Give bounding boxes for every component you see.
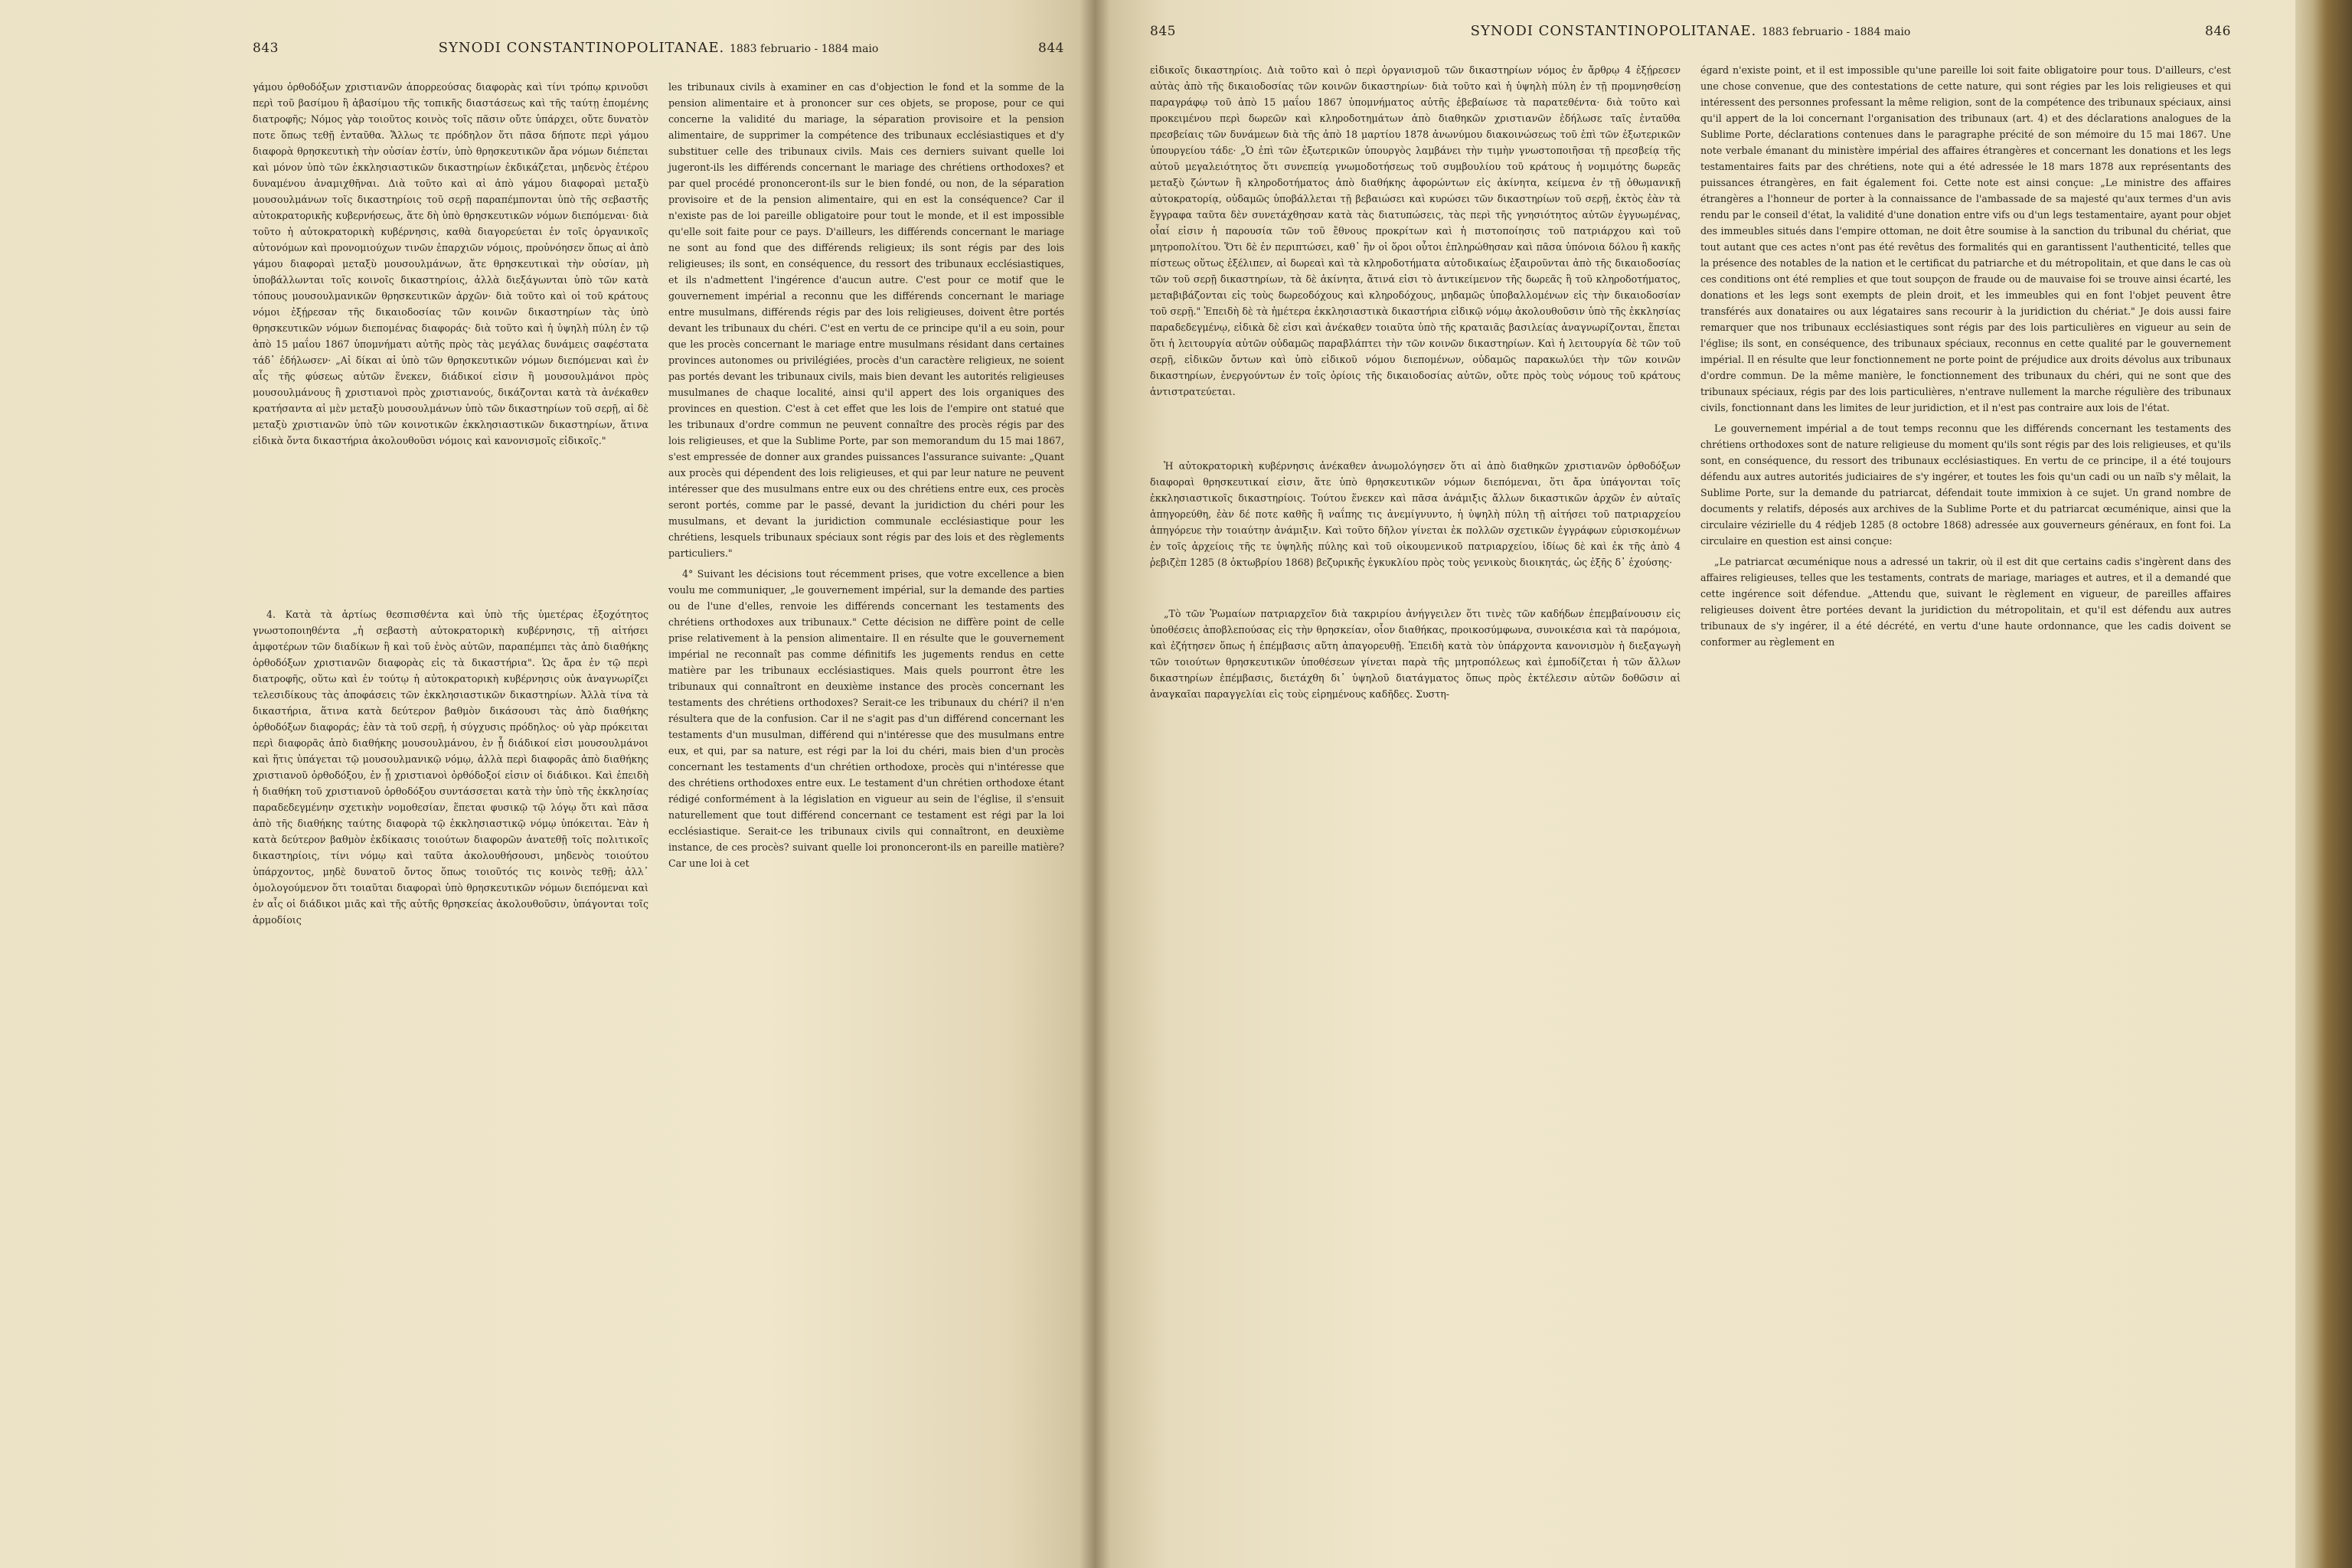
greek-column xyxy=(1150,62,1681,707)
french-column xyxy=(1700,62,2231,707)
page-number: 843 xyxy=(253,41,279,56)
page-number: 846 xyxy=(2205,24,2231,39)
greek-paragraph: „Τὸ τῶν Ῥωμαίων πατριαρχεῖον διὰ τακριρίου ἀνήγγειλεν ὅτι τινὲς τῶν καδήδων ἐπεμβαίνουσιν εἰς ὑποθέσεις ἀποβλεπούσας εἰς τὴν θρησκείαν, οἷον διαθήκας, προικοσύμφωνα, συνοικέσια καὶ τὰ παρόμοια, καὶ ἐζήτησεν ὅπως ἡ ἐπέμβασις αὕτη ἀπαγορευθῇ. Ἐπειδὴ κατὰ τὸν ὑπάρχοντα κανονισμὸν ἡ διεξαγωγὴ τῶν τοιούτων θρησκευτικῶν ὑποθέσεων γίνεται παρὰ τῆς μητροπόλεως καὶ ἐμποδίζεται ἡ τῶν ἄλλων δικαστηρίων ἐπέμβασις, διετάχθη δι᾽ ὑψηλοῦ διατάγματος ὅπως πρὸς ἐκτέλεσιν αὐτῶν δοθῶσιν αἱ ἀναγκαῖαι παραγγελίαι εἰς τοὺς εἰρημένους καδῆδες. Συστη- xyxy=(1150,608,1681,700)
running-title-dates: 1883 februario - 1884 maio xyxy=(729,43,879,55)
greek-paragraph: εἰδικοῖς δικαστηρίοις. Διὰ τοῦτο καὶ ὁ περὶ ὀργανισμοῦ τῶν δικαστηρίων νόμος ἐν ἄρθρῳ 4 ἐξῄρεσεν αὐτὰς ἀπὸ τῆς δικαιοδοσίας τῶν κοινῶν δικαστηρίων· διὰ τοῦτο καὶ ἡ ὑψηλὴ πύλη ἐν τῇ προμνησθείσῃ παραγράφῳ τοῦ ἀπὸ 15 μαΐου 1867 ὑπομνήματος αὐτῆς ἐβεβαίωσε τὰ παρατεθέντα· διὰ τοῦτο καὶ προκειμένου περὶ δωρεῶν καὶ κληροδοτημάτων ἀπὸ διαθηκῶν χριστιανῶν ἐδήλωσε ταῖς ἐνταῦθα πρεσβείαις τῶν δυνάμεων διὰ τῆς ἀπὸ 18 μαρτίου 1878 ἀνωνύμου διακοινώσεως τοῦ ἐπὶ τῶν ἐξωτερικῶν ὑπουργείου τάδε· „Ὁ ἐπὶ τῶν ἐξωτερικῶν ὑπουργὸς λαμβάνει τὴν τιμὴν γνωστοποιῆσαι τῇ πρεσβείᾳ τῆς αὐτοῦ μεγαλειότητος ὅτι συνεπείᾳ γνωμοδοτήσεως τοῦ συμβουλίου τοῦ κράτους ἡ νομιμότης δωρεᾶς μεταξὺ ζώντων ἢ κληροδοτήματος ἀπὸ διαθήκης ἀφορώντων εἰς ἀκίνητα, κείμενα ἐν τῇ ὀθωμανικῇ αὐτοκρατορίᾳ, οὐδαμῶς ὑποβάλλεται τῇ βεβαιώσει καὶ κυρώσει τῶν δικαστηρίων τοῦ σερῇ, ἐκτὸς ἐὰν τὰ ἔγγραφα ταῦτα δὲν συνετάχθησαν κατὰ τὰς διατυπώσεις, τὰς περὶ τῆς γνησιότητος αὐτῶν ἐγγυωμένας, οἷαί εἰσιν ἡ παρουσία τῶν τοῦ ἔθνους προκρίτων καὶ ἡ πιστοποίησις τοῦ πατριάρχου καὶ τοῦ μητροπολίτου. Ὅτι δὲ ἐν περιπτώσει, καθ᾽ ἣν οἱ ὅροι οὗτοι ἐπληρώθησαν καὶ πᾶσα ὑπόνοια δόλου ἢ κακῆς πίστεως οὕτως ἐξέλιπεν, αἱ δωρεαὶ καὶ τὰ κληροδοτήματα αὐτοδικαίως ἐξαιροῦνται ἀπὸ τῆς δικαιοδοσίας τῶν τοῦ σερῇ δικαστηρίων, τὰ δὲ ἀκίνητα, ἅτινά εἰσι τὸ ἀντικείμενον τῆς δωρεᾶς ἢ τοῦ κληροδοτήματος, μεταβιβάζονται εἰς τοὺς δωρεοδόχους καὶ κληροδόχους, μηδαμῶς ὑποβαλλομένων εἰς τὴν δικαιοδοσίαν τοῦ σερῇ." Ἐπειδὴ δὲ τὰ ἡμέτερα ἐκκλησιαστικὰ δικαστήρια εἰδικῷ νόμῳ ἀκολουθοῦσιν ὑπὸ τῆς ἐκκλησίας παραδεδεγμένῳ, εἰδικὰ δὲ εἰσι καὶ ἀνέκαθεν τοιαῦτα ὑπὸ τῆς κραταιᾶς βασιλείας ἀναγνωρίζονται, ἕπεται ὅτι ἡ λειτουργία αὐτῶν οὐδαμῶς παραβλάπτει τὴν τῶν κοινῶν δικαστηρίων. Καὶ ἡ λειτουργία δὲ τῶν τοῦ σερῇ, εἰδικῶν ὄντων καὶ ὑπὸ εἰδικοῦ νόμου διεπομένων, οὐδαμῶς παρακωλύει τὴν τῶν κοινῶν δικαστηρίων, ἐνεργούντων ἐν τοῖς ὁρίοις τῆς δικαιοδοσίας αὐτῶν, οὔτε πρὸς τοὺς νόμους τοῦ κράτους ἀντιστρατεύεται. xyxy=(1150,64,1681,397)
french-paragraph: 4° Suivant les décisions tout récemment prises, que votre excellence a bien voulu me communiquer, „le gouvernement impérial, sur la demande des parties ou de l'une d'elles, renvoie les différends concernant les testaments des chrétiens orthodoxes aux tribunaux." Cette décision ne diffère point de celle prise relativement à la pension alimentaire. Il en résulte que le gouvernement impérial ne reconnaît pas comme définitifs les jugements rendus en cette matière par les tribunaux ecclésiastiques. Mais quels pourront être les tribunaux qui connaîtront en deuxième instance des procès concernant les testaments des chrétiens orthodoxes? Serait-ce les tribunaux du chéri? il n'en résultera que de la confusion. Car il ne s'agit pas d'un différend concernant les testaments d'un musulman, différend qui n'intéresse que des musulmans entre eux, et qui, par sa nature, est régi par la loi du chéri, mais bien d'un procès concernant les testaments d'un chrétien orthodoxe, procès qui n'intéresse que des chrétiens orthodoxes entre eux. Le testament d'un chrétien orthodoxe étant rédigé conformément à la législation en vigueur au sein de l'église, il s'ensuit naturellement que tout différend concernant ce testament est régi par la loi ecclésiastique. Serait-ce les tribunaux civils qui connaîtront, en deuxième instance, de ces procès? suivant quelle loi prononceront-ils en pareille matière? Car une loi à cet xyxy=(668,568,1064,869)
running-title-dates: 1883 februario - 1884 maio xyxy=(1761,26,1911,38)
french-paragraph: égard n'existe point, et il est impossible qu'une pareille loi soit faite obligatoire pour tous. D'ailleurs, c'est une chose convenue, que des contestations de cette nature, qui sont régies par les lois religieuses et qui intéressent des personnes professant la même religion, sont de la compétence des tribunaux spéciaux, ainsi qu'il appert de la loi concernant l'organisation des tribunaux (art. 4) et des déclarations analogues de la Sublime Porte, déclarations contenues dans le paragraphe précité de son mémoire du 15 mai 1867. Une note verbale émanant du ministère impérial des affaires étrangères et concernant les donations et les legs testamentaires faits par des chrétiens, note qui a été adressée le 18 mars 1878 aux représentants des puissances étrangères, en fait également foi. Cette note est ainsi conçue: „Le ministre des affaires étrangères a l'honneur de porter à la connaissance de l'ambassade de sa majesté qu'aux termes d'un avis rendu par le conseil d'état, la validité d'une donation entre vifs ou d'un legs testamentaire, ayant pour objet des immeubles situés dans l'empire ottoman, ne doit être soumise à la sanction du tribunal du chériat, que tout autant que ces actes n'ont pas été revêtus des formalités qui en garantissent l'authenticité, telles que la présence des notables de la nation et le certificat du patriarche et du métropolitain, et que dans le cas où ces conditions ont été remplies et que tout soupçon de fraude ou de mauvaise foi se trouve ainsi écarté, les donations et les legs sont exempts de plein droit, et les immeubles qui en font l'objet peuvent être transférés aux donataires ou aux légataires sans recourir à la juridiction du chériat." Je dois aussi faire remarquer que nos tribunaux ecclésiastiques sont régis par des lois particulières en vigueur au sein de l'église; ils sont, en conséquence, des tribunaux spéciaux, reconnus en cette qualité par le gouvernement impérial. Il en résulte que leur fonctionnement ne porte point de préjudice aux droits dévolus aux tribunaux d'ordre commun. De la même manière, le fonctionnement des tribunaux du chéri, qui ne sont que des tribunaux spéciaux, régis par des lois particulières, n'entrave nullement la marche régulière des tribunaux civils, fonctionnant dans les limites de leur juridiction, et il n'est pas contraire aux lois de l'état. xyxy=(1700,64,2231,413)
column-gap xyxy=(1150,575,1681,606)
greek-paragraph: Ἡ αὐτοκρατορικὴ κυβέρνησις ἀνέκαθεν ἀνωμολόγησεν ὅτι αἱ ἀπὸ διαθηκῶν χριστιανῶν ὀρθοδόξων διαφοραὶ θρησκευτικαί εἰσιν, ἅτε ὑπὸ θρησκευτικῶν νόμων διεπόμεναι, ὅτι ἄρα ὑπάγονται τοῖς ἐκκλησιαστικοῖς δικαστηρίοις. Τούτου ἕνεκεν καὶ πᾶσα ἀνάμιξις ἄλλων δικαστικῶν ἀρχῶν ἐν αὐταῖς ἀπηγορεύθη, ἐὰν δέ ποτε καθῆς ἢ ναΐπης τις ἀνεμίγνυντο, ἡ ὑψηλὴ πύλη τῇ αἰτήσει τοῦ πατριαρχείου ἀπηγόρευε τὴν τοιαύτην ἀνάμιξιν. Καὶ τοῦτο δῆλον γίνεται ἐκ πολλῶν σχετικῶν ἐγγράφων εὑρισκομένων ἐν τοῖς ἀρχείοις τῆς τε ὑψηλῆς πύλης καὶ τοῦ οἰκουμενικοῦ πατριαρχείου, ἰδίως δὲ καὶ ἐκ τῆς ἀπὸ 4 ῥεβιζὲπ 1285 (8 ὀκτωβρίου 1868) βεζυρικῆς ἐγκυκλίου πρὸς τοὺς γενικοὺς διοικητάς, ὡς ἑξῆς δ᾽ ἐχούσης· xyxy=(1150,460,1681,568)
greek-paragraph: 4. Κατὰ τὰ ἀρτίως θεσπισθέντα καὶ ὑπὸ τῆς ὑμετέρας ἐξοχότητος γνωστοποιηθέντα „ἡ σεβαστὴ αὐτοκρατορικὴ κυβέρνησις, τῇ αἰτήσει ἀμφοτέρων τῶν διαδίκων ἢ καὶ τοῦ ἑνὸς αὐτῶν, παραπέμπει τὰς ἀπὸ διαθήκης ὀρθοδόξων χριστιανῶν διαφορὰς εἰς τὰ δικαστήρια". Ὡς ἄρα ἐν τῷ περὶ διατροφῆς, οὕτω καὶ ἐν τούτῳ ἡ αὐτοκρατορικὴ κυβέρνησις οὐκ ἀναγνωρίζει τελεσιδίκους τὰς ἀποφάσεις τῶν ἐκκλησιαστικῶν δικαστηρίων. Ἀλλὰ τίνα τὰ δικαστήρια, ἅτινα κατὰ δεύτερον βαθμὸν δικάσουσι τὰς ἀπὸ διαθήκης ὀρθοδόξων διαφοράς; ἐὰν τὰ τοῦ σερῇ, ἡ σύγχυσις πρόδηλος· οὐ γὰρ πρόκειται περὶ διαφορᾶς ἀπὸ διαθήκης μουσουλμάνου, ἐν ᾗ διάδικοί εἰσι μουσουλμάνοι καὶ ἥτις ὑπάγεται τῷ μουσουλμανικῷ νόμῳ, ἀλλὰ περὶ διαφορᾶς ἀπὸ διαθήκης χριστιανοῦ ὀρθοδόξου, ἐν ᾗ χριστιανοὶ ὀρθόδοξοί εἰσιν οἱ διάδικοι. Καὶ ἐπειδὴ ἡ διαθήκη τοῦ χριστιανοῦ ὀρθοδόξου συντάσσεται κατὰ τὴν ὑπὸ τῆς ἐκκλησίας παραδεδεγμένην σχετικὴν νομοθεσίαν, ἕπεται φυσικῷ τῷ λόγῳ ὅτι καὶ πᾶσα ἀπὸ τῆς διαθήκης ταύτης διαφορὰ τῷ ἐκκλησιαστικῷ νόμῳ ὑπόκειται. Ἐὰν ἡ κατὰ δεύτερον βαθμὸν ἐκδίκασις τοιούτων διαφορῶν ἀνατεθῇ τοῖς πολιτικοῖς δικαστηρίοις, τίνι νόμῳ καὶ ταῦτα ἀκολουθήσουσι, μηδενὸς τοιούτου ὑπάρχοντος, μηδὲ δυνατοῦ ὄντος ὅπως τοιοῦτός τις κοινὸς τεθῇ; ἀλλ᾽ ὁμολογούμενον ὅτι τοιαῦται διαφοραὶ ὑπὸ θρησκευτικῶν νόμων διεπόμεναι καὶ ἐν αἷς οἱ διάδικοι μιᾶς καὶ τῆς αὐτῆς θρησκείας ἀκολουθοῦσιν, ὑπάγονται τοῖς ἁρμοδίοις xyxy=(253,609,648,926)
running-title xyxy=(439,40,879,56)
french-paragraph: Le gouvernement impérial a de tout temps reconnu que les différends concernant les testaments des chrétiens orthodoxes sont de nature religieuse du moment qu'ils sont régis par des lois religieuses, et qu'ils sont, en conséquence, du ressort des tribunaux ecclésiastiques. En vertu de ce principe, il a été toujours défendu aux autres autorités judiciaires de s'y ingérer, et toutes les fois qu'un cadi ou un naïb s'y mêlait, la Sublime Porte, sur la demande du patriarcat, défendait toute immixion à ce sujet. Un grand nombre de documents y relatifs, déposés aux archives de la Sublime Porte et du patriarcat œcuménique, ainsi que la circulaire vézirielle du 4 rédjeb 1285 (8 octobre 1868) adressée aux gouverneurs généraux, en font foi. La circulaire en question est ainsi conçue: xyxy=(1700,423,2231,547)
page-header xyxy=(253,40,1064,56)
running-title-text: SYNODI CONSTANTINOPOLITANAE. xyxy=(1470,23,1757,39)
right-page xyxy=(1095,0,2321,1568)
text-columns xyxy=(1150,62,2231,707)
column-gap xyxy=(1150,404,1681,458)
french-paragraph: „Le patriarcat œcuménique nous a adressé un takrir, où il est dit que certains cadis s'ingèrent dans des affaires religieuses, telles que les testaments, contrats de mariage, mariages et autres, et il a demandé que cette ingérence soit défendue. „Attendu que, suivant le règlement en vigueur, de pareilles affaires religieuses doivent être portées devant la juridiction du métropolitain, et qu'il est défendu aux autres tribunaux de s'y ingérer, il a été décrété, en vertu d'une haute ordonnance, que les cadis doivent se conformer au règlement en xyxy=(1700,556,2231,648)
running-title-text: SYNODI CONSTANTINOPOLITANAE. xyxy=(438,40,725,56)
french-paragraph: les tribunaux civils à examiner en cas d'objection le fond et la somme de la pension alimentaire et à prononcer sur ces objets, se propose, pour ce qui concerne la validité du mariage, la séparation provisoire et la pension alimentaire, de supprimer la compétence des tribunaux ecclésiastiques et d'y substituer celle des tribunaux civils. Mais ces derniers suivant quelle loi jugeront-ils les différends concernant le mariage des chrétiens orthodoxes? et par quel procédé prononceront-ils sur le bien fondé, ou non, de la séparation provisoire et de la pension alimentaire, qui en est la conséquence? Car il n'existe pas de loi pareille obligatoire pour tout le monde, et il est impossible qu'elle soit faite pour ce pays. D'ailleurs, les différends concernant le mariage ne sont au fond que des différends religieux; ils sont régis par des lois religieuses; ils sont, en conséquence, du ressort des tribunaux ecclésiastiques, et ils n'admettent l'ingérence d'aucun autre. C'est pour ce motif que le gouvernement impérial a reconnu que les différends concernant le mariage entre musulmans, différends régis par des lois religieuses, doivent être portés devant les tribunaux du chéri. C'est en vertu de ce principe qu'il a eu soin, pour que les procès concernant le mariage entre musulmans résidant dans certaines provinces autonomes ou privilégiées, procès d'un caractère religieux, ne soient pas portés devant les tribunaux civils, mais bien devant les autorités religieuses musulmanes de chaque localité, ainsi qu'il appert des lois organiques des provinces en question. C'est à cet effet que les lois de l'empire ont statué que les tribunaux d'ordre commun ne peuvent connaître des procès régis par des lois religieuses, et que la Sublime Porte, par son memorandum du 15 mai 1867, s'est empressée de donner aux grandes puissances l'assurance suivante: „Quant aux procès qui dépendent des lois religieuses, et qui par leur nature ne peuvent intéresser que des musulmans entre eux ou des chrétiens entre eux, ces procès seront portés, comme par le passé, devant la juridiction du chéri pour les musulmans, et devant la juridiction communale ecclésiastique pour les chrétiens, lesquels tribunaux spéciaux sont régis par des lois et des règlements particuliers." xyxy=(668,81,1064,559)
book-right-edge xyxy=(2295,0,2352,1568)
text-columns xyxy=(253,79,1064,933)
page-header xyxy=(1150,23,2231,39)
page-number: 844 xyxy=(1038,41,1064,56)
french-column xyxy=(668,79,1064,933)
column-gap xyxy=(253,453,648,606)
running-title xyxy=(1471,23,1911,39)
left-page xyxy=(0,0,1095,1568)
greek-paragraph: γάμου ὀρθοδόξων χριστιανῶν ἀπορρεούσας διαφορὰς καὶ τίνι τρόπῳ κρινοῦσι περὶ τοῦ βασίμου ἢ ἀβασίμου τῆς τοπικῆς διαστάσεως καὶ τῆς ταύτῃ ἑπομένης διατροφῆς; Νόμος γὰρ τοιοῦτος κοινὸς τοῖς πᾶσιν οὔτε ὑπάρχει, οὔτε δυνατὸν ποτε ὅπως τεθῇ ἐνταῦθα. Ἄλλως τε πρόδηλον ὅτι πᾶσα δήποτε περὶ γάμου διαφορὰ θρησκευτικὴ τὴν οὐσίαν ἐστίν, ὑπὸ θρησκευτικῶν ἄρα νόμων διέπεται καὶ μόνον ὑπὸ τῶν ἐκκλησιαστικῶν δικαστηρίων ἐκδικάζεται, μηδενὸς ἑτέρου δυναμένου ἀναμιχθῆναι. Διὰ τοῦτο καὶ αἱ ἀπὸ γάμου διαφοραὶ μεταξὺ μουσουλμάνων τοῖς δικαστηρίοις τοῦ σερῇ παραπέμπονται ὑπὸ τῆς σεβαστῆς αὐτοκρατορικῆς κυβερνήσεως, ἅτε δὴ ὑπὸ θρησκευτικῶν νόμων διεπόμεναι· διὰ τοῦτο ἡ αὐτοκρατορικὴ κυβέρνησις, καθὰ διαγορεύεται ἐν τοῖς ὀργανικοῖς αὐτονόμων καὶ προνομιούχων τινῶν ἐπαρχιῶν νόμοις, προὐνόησεν ὅπως αἱ ἀπὸ γάμου διαφοραὶ μεταξὺ μουσουλμάνων, ἅτε θρησκευτικαὶ τὴν οὐσίαν, μὴ ὑποβάλλωνται τοῖς κοινοῖς δικαστηρίοις, ἀλλὰ διεξάγωνται ὑπὸ τῶν κατὰ τόπους μουσουλμανικῶν θρησκευτικῶν ἀρχῶν· διὰ τοῦτο καὶ οἱ τοῦ κράτους νόμοι ἐξῄρεσαν τῆς δικαιοδοσίας τῶν κοινῶν δικαστηρίων τὰς ὑπὸ θρησκευτικῶν νόμων διεπομένας διαφοράς· διὰ τοῦτο καὶ ἡ ὑψηλὴ πύλη ἐν τῷ ἀπὸ 15 μαΐου 1867 ὑπομνήματι αὐτῆς πρὸς τὰς μεγάλας δυνάμεις σαφέστατα τάδ᾽ ἐδήλωσεν· „Αἱ δίκαι αἱ ὑπὸ τῶν θρησκευτικῶν νόμων διεπόμεναι καὶ ἐν αἷς τῆς φύσεως αὐτῶν ἕνεκεν, διάδικοί εἰσιν ἢ μουσουλμάνοι πρὸς μουσουλμάνους ἢ χριστιανοὶ πρὸς χριστιανούς, δικάζονται κατὰ τὰ ἀνέκαθεν κρατήσαντα αἱ μὲν μεταξὺ μουσουλμάνων ὑπὸ τῶν δικαστηρίων τοῦ σερῇ, αἱ δὲ μεταξὺ χριστιανῶν ὑπὸ τῶν κοινοτικῶν ἐκκλησιαστικῶν δικαστηρίων, ἅτινα εἰδικὰ ὄντα δικαστήρια ἀκολουθοῦσι νόμοις καὶ κανονισμοῖς εἰδικοῖς." xyxy=(253,81,648,446)
book-spine-shadow xyxy=(1080,0,1110,1568)
greek-column xyxy=(253,79,648,933)
page-number: 845 xyxy=(1150,24,1176,39)
